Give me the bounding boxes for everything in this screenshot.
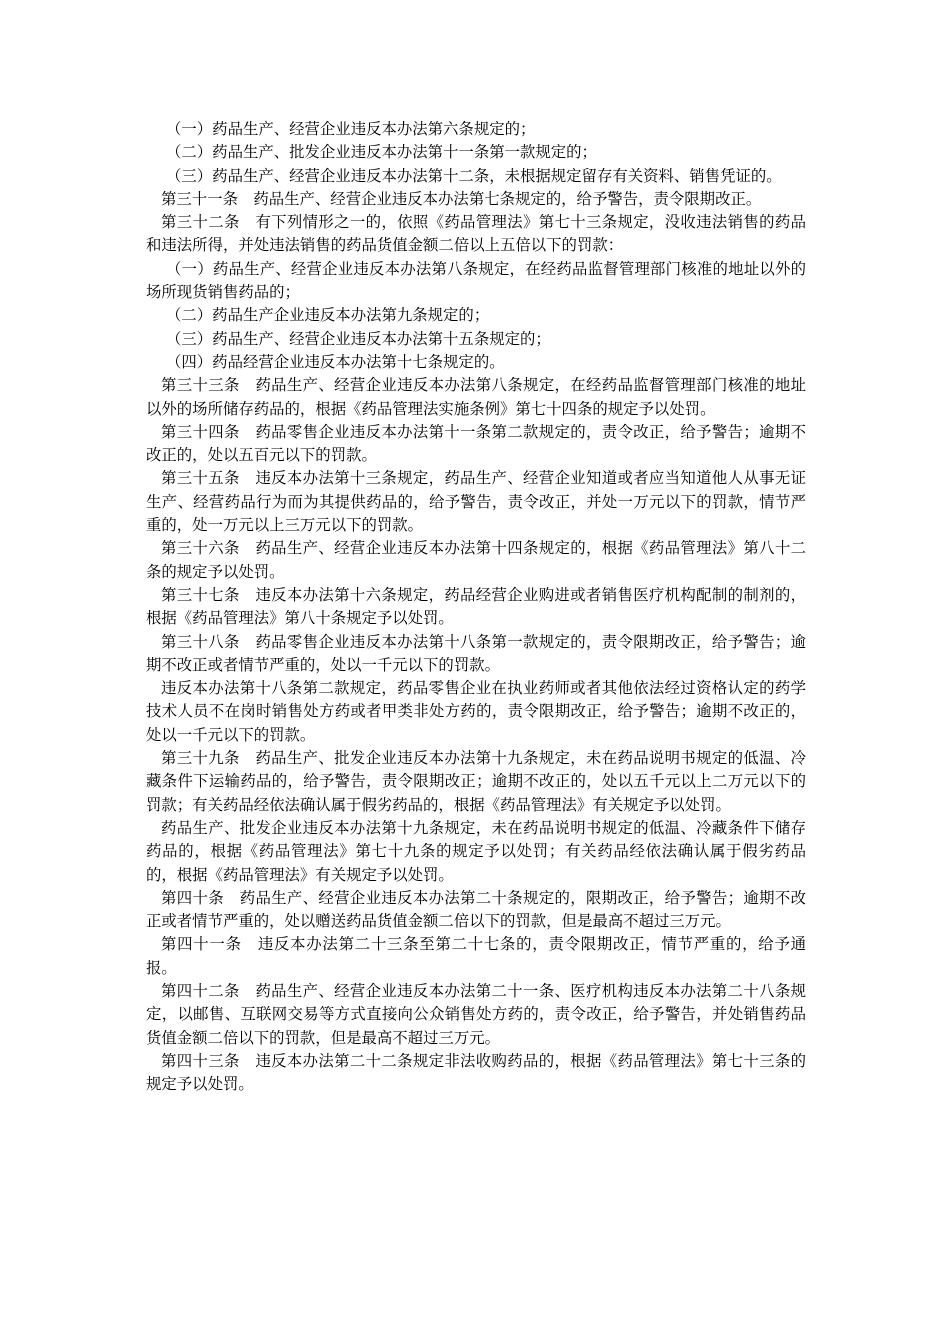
article-34: 第三十四条 药品零售企业违反本办法第十一条第二款规定的，责令改正，给予警告；逾期不改正的，处以五百元以下的罚款。 [146, 422, 806, 465]
article-42: 第四十二条 药品生产、经营企业违反本办法第二十一条、医疗机构违反本办法第二十八条规定，以邮售、互联网交易等方式直接向公众销售处方药的，责令改正，给予警告，并处销售药品货值金额二倍以下的罚款，但是最高不超过三万元。 [146, 981, 806, 1047]
article-36: 第三十六条 药品生产、经营企业违反本办法第十四条规定的，根据《药品管理法》第八十二条的规定予以处罚。 [146, 539, 806, 581]
article-31: 第三十一条 药品生产、经营企业违反本办法第七条规定的，给予警告，责令限期改正。 [161, 189, 762, 208]
paragraph-item-32-4: （四）药品经营企业违反本办法第十七条规定的。 [166, 352, 505, 371]
article-35: 第三十五条 违反本办法第十三条规定，药品生产、经营企业知道或者应当知道他人从事无证生产、经营药品行为而为其提供药品的，给予警告，责令改正，并处一万元以下的罚款，情节严重的，处一万元以上三万元以下的罚款。 [146, 469, 806, 535]
article-32: 第三十二条 有下列情形之一的，依照《药品管理法》第七十三条规定，没收违法销售的药品和违法所得，并处违法销售的药品货值金额二倍以上五倍以下的罚款： [146, 213, 806, 255]
paragraph-item-32-1: （一）药品生产、经营企业违反本办法第八条规定，在经药品监督管理部门核准的地址以外的场所现货销售药品的； [146, 259, 806, 302]
article-33: 第三十三条 药品生产、经营企业违反本办法第八条规定，在经药品监督管理部门核准的地址以外的场所储存药品的，根据《药品管理法实施条例》第七十四条的规定予以处罚。 [146, 376, 806, 418]
article-40: 第四十条 药品生产、经营企业违反本办法第二十条规定的，限期改正，给予警告；逾期不改正或者情节严重的，处以赠送药品货值金额二倍以下的罚款，但是最高不超过三万元。 [146, 888, 806, 931]
article-41: 第四十一条 违反本办法第二十三条至第二十七条的，责令限期改正，情节严重的，给予通报。 [146, 935, 806, 977]
article-37: 第三十七条 违反本办法第十六条规定，药品经营企业购进或者销售医疗机构配制的制剂的，根据《药品管理法》第八十条规定予以处罚。 [146, 585, 806, 628]
paragraph-item-3: （三）药品生产、经营企业违反本办法第十二条，未根据规定留存有关资料、销售凭证的。 [166, 166, 782, 185]
article-39: 第三十九条 药品生产、批发企业违反本办法第十九条规定，未在药品说明书规定的低温、冷藏条件下运输药品的，给予警告，责令限期改正；逾期不改正的，处以五千元以上二万元以下的罚款；有关药品经依法确认属于假劣药品的，根据《药品管理法》有关规定予以处罚。 [146, 749, 806, 814]
document-body [146, 118, 806, 1096]
article-38-paragraph-2: 违反本办法第十八条第二款规定，药品零售企业在执业药师或者其他依法经过资格认定的药学技术人员不在岗时销售处方药或者甲类非处方药的，责令限期改正，给予警告；逾期不改正的，处以一千元以下的罚款。 [146, 679, 806, 744]
article-39-paragraph-2: 药品生产、批发企业违反本办法第十九条规定，未在药品说明书规定的低温、冷藏条件下储存药品的，根据《药品管理法》第七十九条的规定予以处罚；有关药品经依法确认属于假劣药品的，根据《药品管理法》有关规定予以处罚。 [146, 818, 806, 884]
paragraph-item-32-2: （二）药品生产企业违反本办法第九条规定的； [166, 306, 490, 325]
paragraph-item-2: （二）药品生产、批发企业违反本办法第十一条第一款规定的； [166, 143, 597, 162]
article-43: 第四十三条 违反本办法第二十二条规定非法收购药品的，根据《药品管理法》第七十三条的规定予以处罚。 [146, 1051, 806, 1094]
paragraph-item-1: （一）药品生产、经营企业违反本办法第六条规定的； [166, 120, 536, 138]
article-38: 第三十八条 药品零售企业违反本办法第十八条第一款规定的，责令限期改正，给予警告；逾期不改正或者情节严重的，处以一千元以下的罚款。 [146, 632, 806, 674]
paragraph-item-32-3: （三）药品生产、经营企业违反本办法第十五条规定的； [166, 329, 551, 348]
